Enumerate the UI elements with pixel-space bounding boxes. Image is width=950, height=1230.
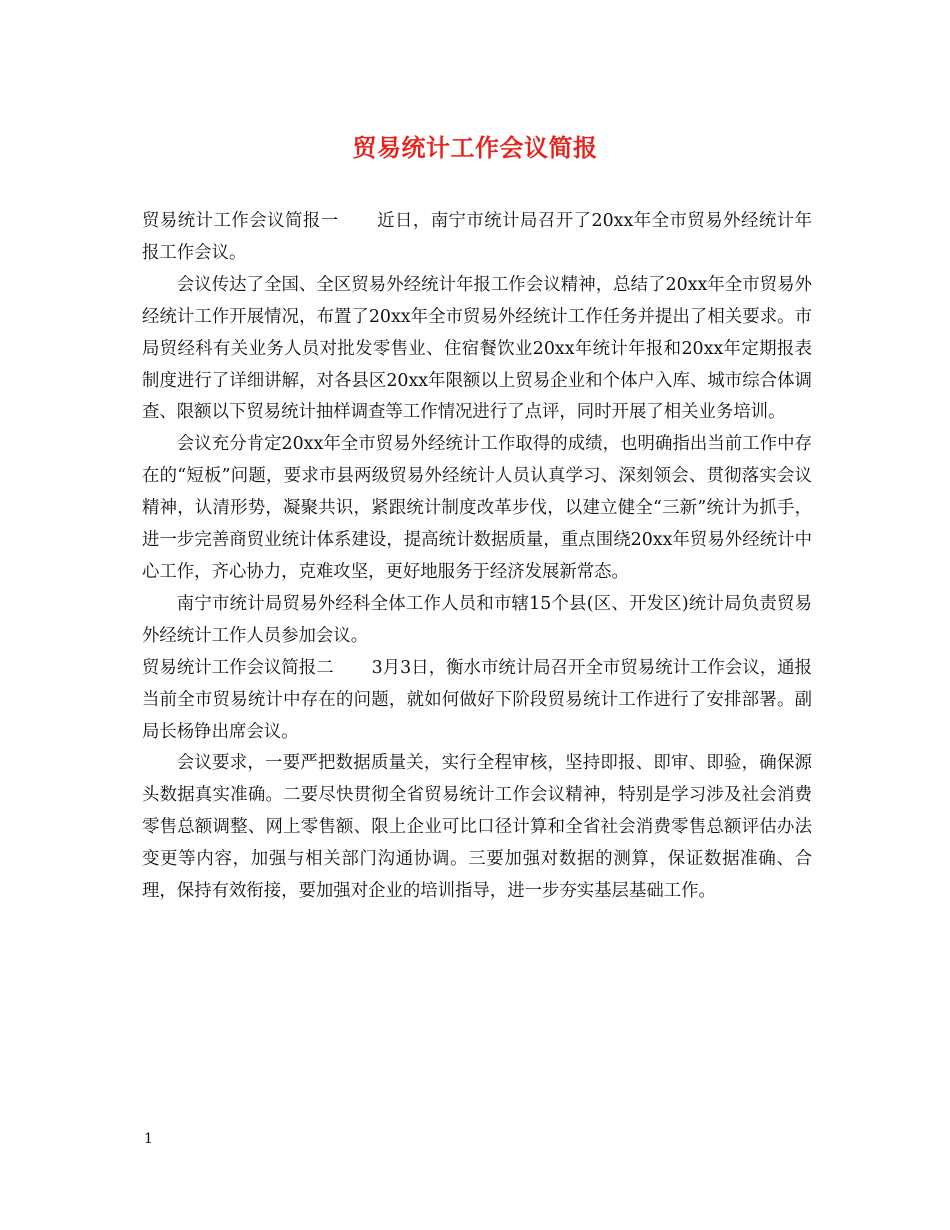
section2-paragraph-1: 会议要求，一要严把数据质量关，实行全程审核，坚持即报、即审、即验，确保源头数据真实准确。二要尽快贯彻全省贸易统计工作会议精神，特别是学习涉及社会消费零售总额调整、网上零售额、限上企业可比口径计算和全省社会消费零售总额评估办法变更等内容，加强与相关部门沟通协调。三要加强对数据的测算，保证数据准确、合理，保持有效衔接，要加强对企业的培训指导，进一步夯实基层基础工作。 — [142, 753, 812, 902]
section1-paragraph-2: 会议充分肯定20xx年全市贸易外经统计工作取得的成绩，也明确指出当前工作中存在的“短板”问题，要求市县两级贸易外经统计人员认真学习、深刻领会、贯彻落实会议精神，认清形势，凝聚共识，紧跟统计制度改革步伐，以建立健全“三新”统计为抓手，进一步完善商贸业统计体系建设，提高统计数据质量，重点围绕20xx年贸易外经统计中心工作，齐心协力，克难攻坚，更好地服务于经济发展新常态。 — [142, 434, 812, 582]
section2-lead-paragraph — [142, 653, 812, 749]
section1-lead-paragraph — [142, 206, 812, 270]
section1-lead: 近日，南宁市统计局召开了20xx年全市贸易外经统计年报工作会议。 — [142, 211, 812, 263]
document-body — [142, 206, 812, 908]
section1-paragraph-1: 会议传达了全国、全区贸易外经统计年报工作会议精神，总结了20xx年全市贸易外经统计工作开展情况，布置了20xx年全市贸易外经统计工作任务并提出了相关要求。市局贸经科有关业务人员对批发零售业、住宿餐饮业20xx年统计年报和20xx年定期报表制度进行了详细讲解，对各县区20xx年限额以上贸易企业和个体户入库、城市综合体调查、限额以下贸易统计抽样调查等工作情况进行了点评，同时开展了相关业务培训。 — [142, 274, 812, 423]
page-number: 1 — [144, 1131, 153, 1147]
section2-lead: 3月3日，衡水市统计局召开全市贸易统计工作会议，通报当前全市贸易统计中存在的问题，就如何做好下阶段贸易统计工作进行了安排部署。副局长杨铮出席会议。 — [142, 657, 812, 742]
document-title: 贸易统计工作会议简报 — [352, 133, 598, 162]
section1-heading: 贸易统计工作会议简报一 — [142, 211, 339, 231]
section1-paragraph-3: 南宁市统计局贸易外经科全体工作人员和市辖15个县(区、开发区)统计局负责贸易外经统计工作人员参加会议。 — [142, 593, 812, 646]
section2-heading: 贸易统计工作会议简报二 — [142, 657, 334, 678]
